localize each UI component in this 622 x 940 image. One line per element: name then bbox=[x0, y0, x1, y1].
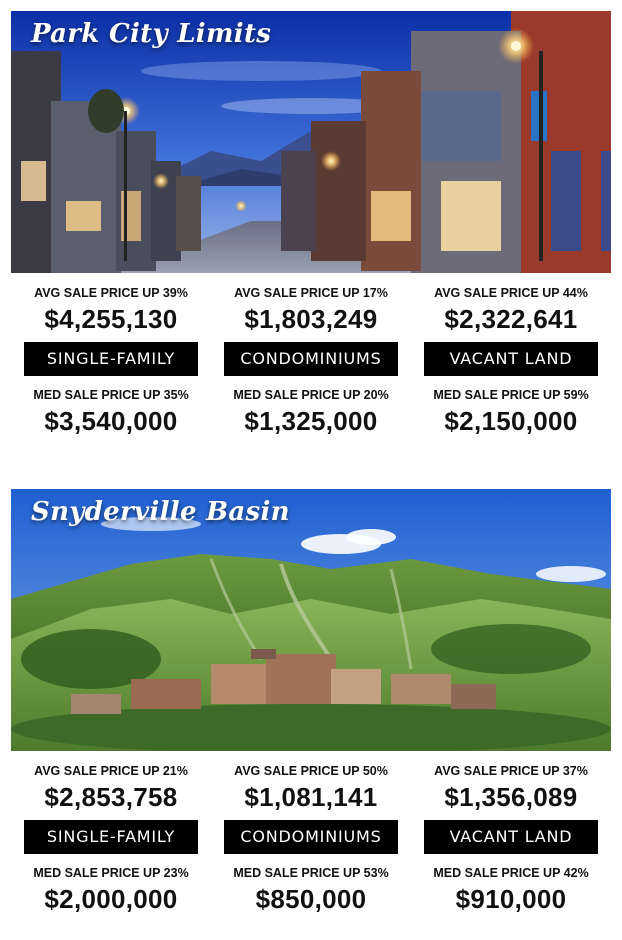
section-title: Park City Limits bbox=[31, 19, 272, 49]
stats-grid bbox=[11, 274, 611, 460]
section-title: Snyderville Basin bbox=[31, 497, 290, 527]
med-sale-label: MED SALE PRICE UP 53% bbox=[233, 866, 389, 880]
category-label: CONDOMINIUMS bbox=[224, 820, 398, 854]
avg-sale-price: $1,803,249 bbox=[244, 304, 378, 334]
park-city-main-street-photo bbox=[11, 11, 611, 273]
condominiums-stats bbox=[211, 752, 411, 916]
avg-sale-price: $2,853,758 bbox=[44, 782, 178, 812]
med-sale-price: $1,325,000 bbox=[244, 406, 378, 436]
avg-sale-label: AVG SALE PRICE UP 50% bbox=[234, 764, 388, 778]
med-sale-label: MED SALE PRICE UP 59% bbox=[433, 388, 589, 402]
avg-sale-label: AVG SALE PRICE UP 21% bbox=[34, 764, 188, 778]
med-sale-label: MED SALE PRICE UP 42% bbox=[433, 866, 589, 880]
med-sale-label: MED SALE PRICE UP 35% bbox=[33, 388, 189, 402]
avg-sale-label: AVG SALE PRICE UP 44% bbox=[434, 286, 588, 300]
snyderville-basin-photo bbox=[11, 489, 611, 751]
vacant-land-stats bbox=[411, 752, 611, 916]
med-sale-label: MED SALE PRICE UP 20% bbox=[233, 388, 389, 402]
category-label: VACANT LAND bbox=[424, 342, 598, 376]
avg-sale-price: $4,255,130 bbox=[44, 304, 178, 334]
avg-sale-price: $1,081,141 bbox=[244, 782, 378, 812]
avg-sale-label: AVG SALE PRICE UP 17% bbox=[234, 286, 388, 300]
med-sale-price: $850,000 bbox=[255, 884, 367, 914]
single-family-stats bbox=[11, 752, 211, 916]
category-label: SINGLE-FAMILY bbox=[24, 820, 198, 854]
category-label: SINGLE-FAMILY bbox=[24, 342, 198, 376]
med-sale-price: $2,000,000 bbox=[44, 884, 178, 914]
med-sale-label: MED SALE PRICE UP 23% bbox=[33, 866, 189, 880]
avg-sale-label: AVG SALE PRICE UP 39% bbox=[34, 286, 188, 300]
avg-sale-price: $2,322,641 bbox=[444, 304, 578, 334]
park-city-limits-section bbox=[0, 0, 622, 460]
med-sale-price: $910,000 bbox=[455, 884, 567, 914]
avg-sale-price: $1,356,089 bbox=[444, 782, 578, 812]
stats-grid bbox=[11, 752, 611, 938]
med-sale-price: $3,540,000 bbox=[44, 406, 178, 436]
vacant-land-stats bbox=[411, 274, 611, 438]
med-sale-price: $2,150,000 bbox=[444, 406, 578, 436]
avg-sale-label: AVG SALE PRICE UP 37% bbox=[434, 764, 588, 778]
category-label: VACANT LAND bbox=[424, 820, 598, 854]
category-label: CONDOMINIUMS bbox=[224, 342, 398, 376]
single-family-stats bbox=[11, 274, 211, 438]
condominiums-stats bbox=[211, 274, 411, 438]
snyderville-basin-section bbox=[0, 478, 622, 940]
